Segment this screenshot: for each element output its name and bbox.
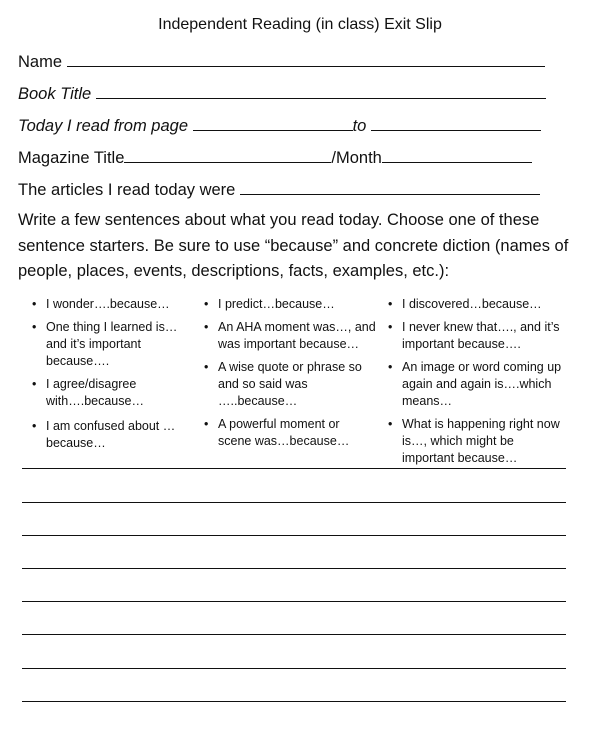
month-blank[interactable] bbox=[382, 147, 532, 163]
page-end-blank[interactable] bbox=[371, 115, 541, 131]
magazine-title-blank[interactable] bbox=[124, 147, 331, 163]
starters-column-3 bbox=[388, 296, 562, 473]
starter-item: • What is happening right now is…, which might be important because… bbox=[388, 416, 562, 467]
starters-column-2 bbox=[204, 296, 376, 456]
page-title: Independent Reading (in class) Exit Slip bbox=[158, 16, 442, 33]
book-title-label: Book Title bbox=[18, 85, 92, 103]
today-read-label: Today I read from page bbox=[18, 117, 188, 135]
book-title-field-row bbox=[18, 83, 546, 104]
instructions-paragraph: Write a few sentences about what you read today. Choose one of these sentence starters. Be sure to use “because” and concrete diction (names of people, places, events, descriptions, facts, examples, etc.): bbox=[18, 211, 569, 280]
articles-field-row bbox=[18, 179, 540, 200]
name-field-row bbox=[18, 51, 545, 72]
book-title-blank[interactable] bbox=[96, 83, 546, 99]
starter-item: • A wise quote or phrase so and so said was …..because… bbox=[204, 359, 376, 410]
starter-item: • I wonder….because… bbox=[32, 296, 190, 313]
writing-line[interactable] bbox=[22, 701, 566, 702]
name-blank[interactable] bbox=[67, 51, 545, 67]
writing-line[interactable] bbox=[22, 634, 566, 635]
starter-item: • I never knew that…., and it’s important because…. bbox=[388, 319, 562, 353]
articles-blank[interactable] bbox=[240, 179, 540, 195]
articles-label: The articles I read today were bbox=[18, 181, 236, 199]
starter-item: • One thing I learned is…and it’s important because…. bbox=[32, 319, 190, 370]
starter-item: • I discovered…because… bbox=[388, 296, 562, 313]
writing-line[interactable] bbox=[22, 601, 566, 602]
month-label: /Month bbox=[331, 149, 382, 167]
writing-line[interactable] bbox=[22, 535, 566, 536]
starters-column-1 bbox=[32, 296, 190, 458]
starter-item: • I agree/disagree with….because… bbox=[32, 376, 190, 410]
writing-line[interactable] bbox=[22, 468, 566, 469]
writing-line[interactable] bbox=[22, 568, 566, 569]
writing-line[interactable] bbox=[22, 668, 566, 669]
writing-line[interactable] bbox=[22, 502, 566, 503]
starter-item: • An image or word coming up again and again is….which means… bbox=[388, 359, 562, 410]
starter-item: • I am confused about …because… bbox=[32, 418, 190, 452]
starter-item: • An AHA moment was…, and was important because… bbox=[204, 319, 376, 353]
to-label: to bbox=[352, 117, 367, 135]
page-start-blank[interactable] bbox=[193, 115, 353, 131]
name-label: Name bbox=[18, 53, 63, 71]
magazine-field-row bbox=[18, 147, 532, 168]
starter-item: • I predict…because… bbox=[204, 296, 376, 313]
magazine-title-label: Magazine Title bbox=[18, 149, 125, 167]
starter-item: • A powerful moment or scene was…because… bbox=[204, 416, 376, 450]
pages-read-field-row bbox=[18, 115, 541, 136]
